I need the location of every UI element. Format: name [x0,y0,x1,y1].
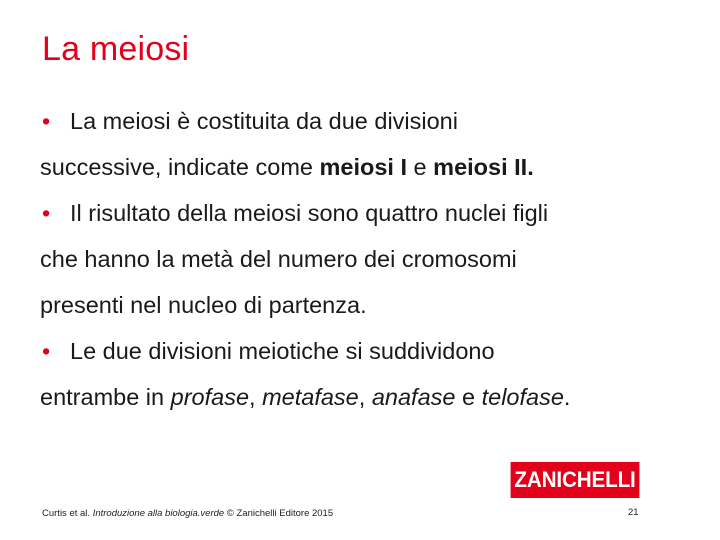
period: . [563,384,571,410]
bullet-dot: • [42,200,51,226]
bullet-1-line-2 [40,144,700,190]
bullet-dot: • [42,338,51,364]
bullet-1-text: La meiosi è costituita da due divisioni [70,108,458,134]
bullet-2-text: Il risultato della meiosi sono quattro nuclei figli [70,200,549,226]
footer-authors: Curtis et al. [42,508,93,519]
separator: , [358,384,372,410]
term-telofase: telofase [481,384,564,410]
term-meiosi-ii: meiosi II. [433,154,534,180]
separator: , [249,384,263,410]
bullet-1-text-cont: successive, indicate come [40,154,320,180]
term-anafase: anafase [371,384,456,410]
bullet-3-line-2 [40,374,700,420]
bullet-2-line-2: che hanno la metà del numero dei cromosomi [40,246,517,272]
bullet-2-line-3: presenti nel nucleo di partenza. [40,292,367,318]
page-number: 21 [628,507,639,518]
zanichelli-logo: ZANICHELLI [511,462,640,498]
footer-book-title: Introduzione alla biologia.verde [92,508,225,519]
bullet-3-line-1 [40,328,700,374]
bullet-2-line-1 [40,190,700,236]
bullet-1-line-1 [40,98,700,144]
conjunction: e [455,384,482,410]
footer-publisher: © Zanichelli Editore 2015 [224,508,334,519]
slide-title: La meiosi [42,30,190,68]
term-metafase: metafase [262,384,359,410]
term-meiosi-i: meiosi I [319,154,408,180]
footer-credit [42,508,333,519]
conjunction: e [407,154,434,180]
bullet-list [40,98,700,420]
bullet-3-text: Le due divisioni meiotiche si suddividono [70,338,495,364]
bullet-3-text-cont: entrambe in [40,384,171,410]
term-profase: profase [170,384,250,410]
bullet-dot: • [42,108,51,134]
